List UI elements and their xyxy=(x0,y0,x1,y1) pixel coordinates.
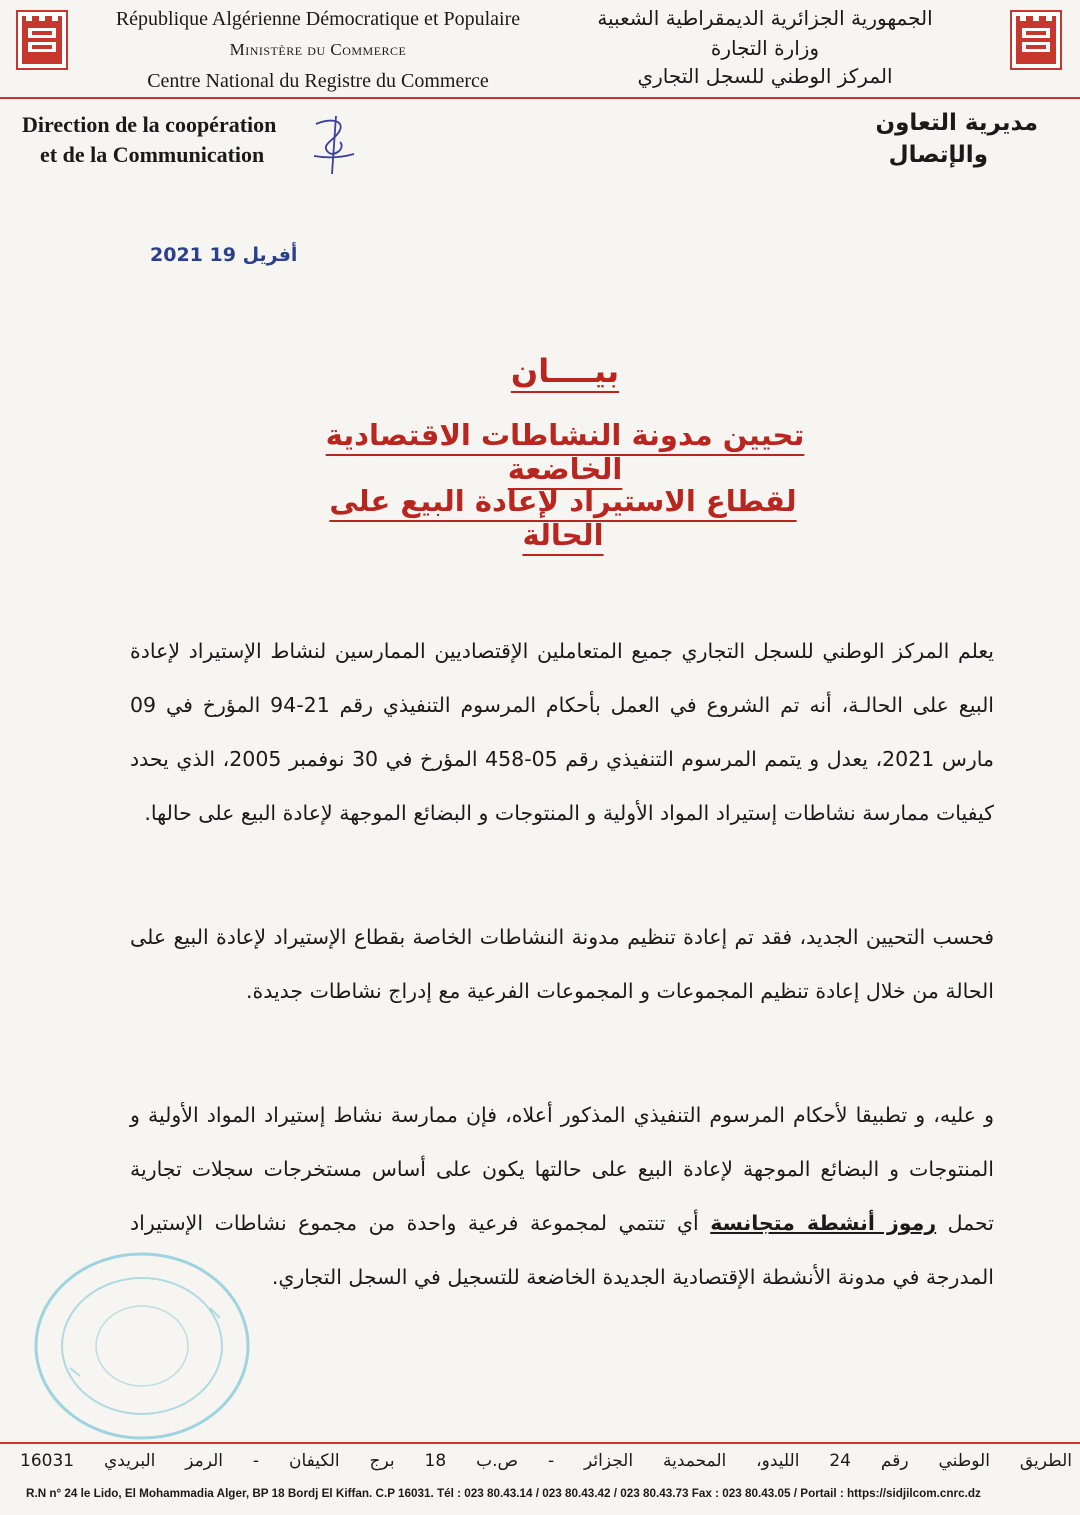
document-subtitle-line2: لقطاع الاستيراد لإعادة البيع على الحالة xyxy=(329,484,797,552)
paragraph-1: يعلم المركز الوطني للسجل التجاري جميع المتعاملين الإقتصاديين الممارسين لنشاط الإستيراد لإعادة البيع على الحالـة، أنه تم الشروع في العمل بأحكام المرسوم التنفيذي رقم 21-94 المؤرخ في 09 مارس 2021، يعدل و يتمم المرسوم التنفيذي رقم 05-458 المؤرخ في 30 نوفمبر 2005، الذي يحدد كيفيات ممارسة نشاطات إستيراد المواد الأولية و المنتوجات و البضائع الموجهة لإعادة البيع على حالها. xyxy=(130,639,995,825)
header-center-ar: المركز الوطني للسجل التجاري xyxy=(637,64,893,88)
document-subtitle-line1: تحيين مدونة النشاطات الاقتصادية الخاضعة xyxy=(325,418,805,486)
header-republic-fr: République Algérienne Démocratique et Populaire xyxy=(115,8,521,30)
direction-fr-line2: et de la Communication xyxy=(40,142,265,167)
document-date: 2021 أفريل 19 xyxy=(150,244,298,266)
direction-ar-line1: مديرية التعاون xyxy=(875,110,1038,136)
document-title: بيــــان xyxy=(510,352,620,390)
direction-fr-line1: Direction de la coopération xyxy=(22,112,277,137)
cnrc-logo-icon xyxy=(1010,10,1062,70)
official-stamp-icon xyxy=(30,1248,254,1444)
paragraph-3-part2: أي تنتمي لمجموعة فرعية واحدة من مجموع نشاطات الإستيراد المدرجة في مدونة الأنشطة الإقتصادية الجديدة الخاضعة للتسجيل في السجل التجاري. xyxy=(130,1211,994,1289)
paragraph-3-part1: و عليه، و تطبيقا لأحكام المرسوم التنفيذي المذكور أعلاه، فإن ممارسة نشاط إستيراد المواد الأولية و المنتوجات و البضائع الموجهة لإعادة البيع على حالتها يكون على أساس مستخرجات سجلات تجارية تحمل xyxy=(130,1103,994,1235)
header-ministry-fr: Ministère du Commerce xyxy=(229,40,407,59)
footer-address-fr: R.N n° 24 le Lido, El Mohammadia Alger, BP 18 Bordj El Kiffan. C.P 16031. Tél : 023 80.43.14 / 023 80.43.42 / 023 80.43.73 Fax : 023 80.43.05 / Portail : https://sidjilcom.cnrc.dz xyxy=(26,1487,981,1500)
header-ministry-ar: وزارة التجارة xyxy=(710,36,820,60)
signature-icon xyxy=(310,114,360,176)
paragraph-3-emphasis: رموز أنشطة متجانسة xyxy=(710,1211,937,1235)
paragraph-2: فحسب التحيين الجديد، فقد تم إعادة تنظيم مدونة النشاطات الخاصة بقطاع الإستيراد لإعادة البيع على الحالة من خلال إعادة تنظيم المجموعات و المجموعات الفرعية مع إدراج نشاطات جديدة. xyxy=(130,925,994,1003)
footer-divider xyxy=(0,1442,1080,1444)
direction-ar-line2: والإتصال xyxy=(888,142,988,168)
footer-address-ar: الطريق الوطني رقم 24 الليدو، المحمدية الجزائر - ص.ب 18 برج الكيفان - الرمز البريدي 16031 xyxy=(20,1451,1073,1471)
header-republic-ar: الجمهورية الجزائرية الديمقراطية الشعبية xyxy=(597,6,933,30)
header-divider xyxy=(0,97,1080,99)
paragraph-3 xyxy=(130,1088,994,1304)
cnrc-logo-icon xyxy=(16,10,68,70)
header-center-fr: Centre National du Registre du Commerce xyxy=(147,70,489,92)
